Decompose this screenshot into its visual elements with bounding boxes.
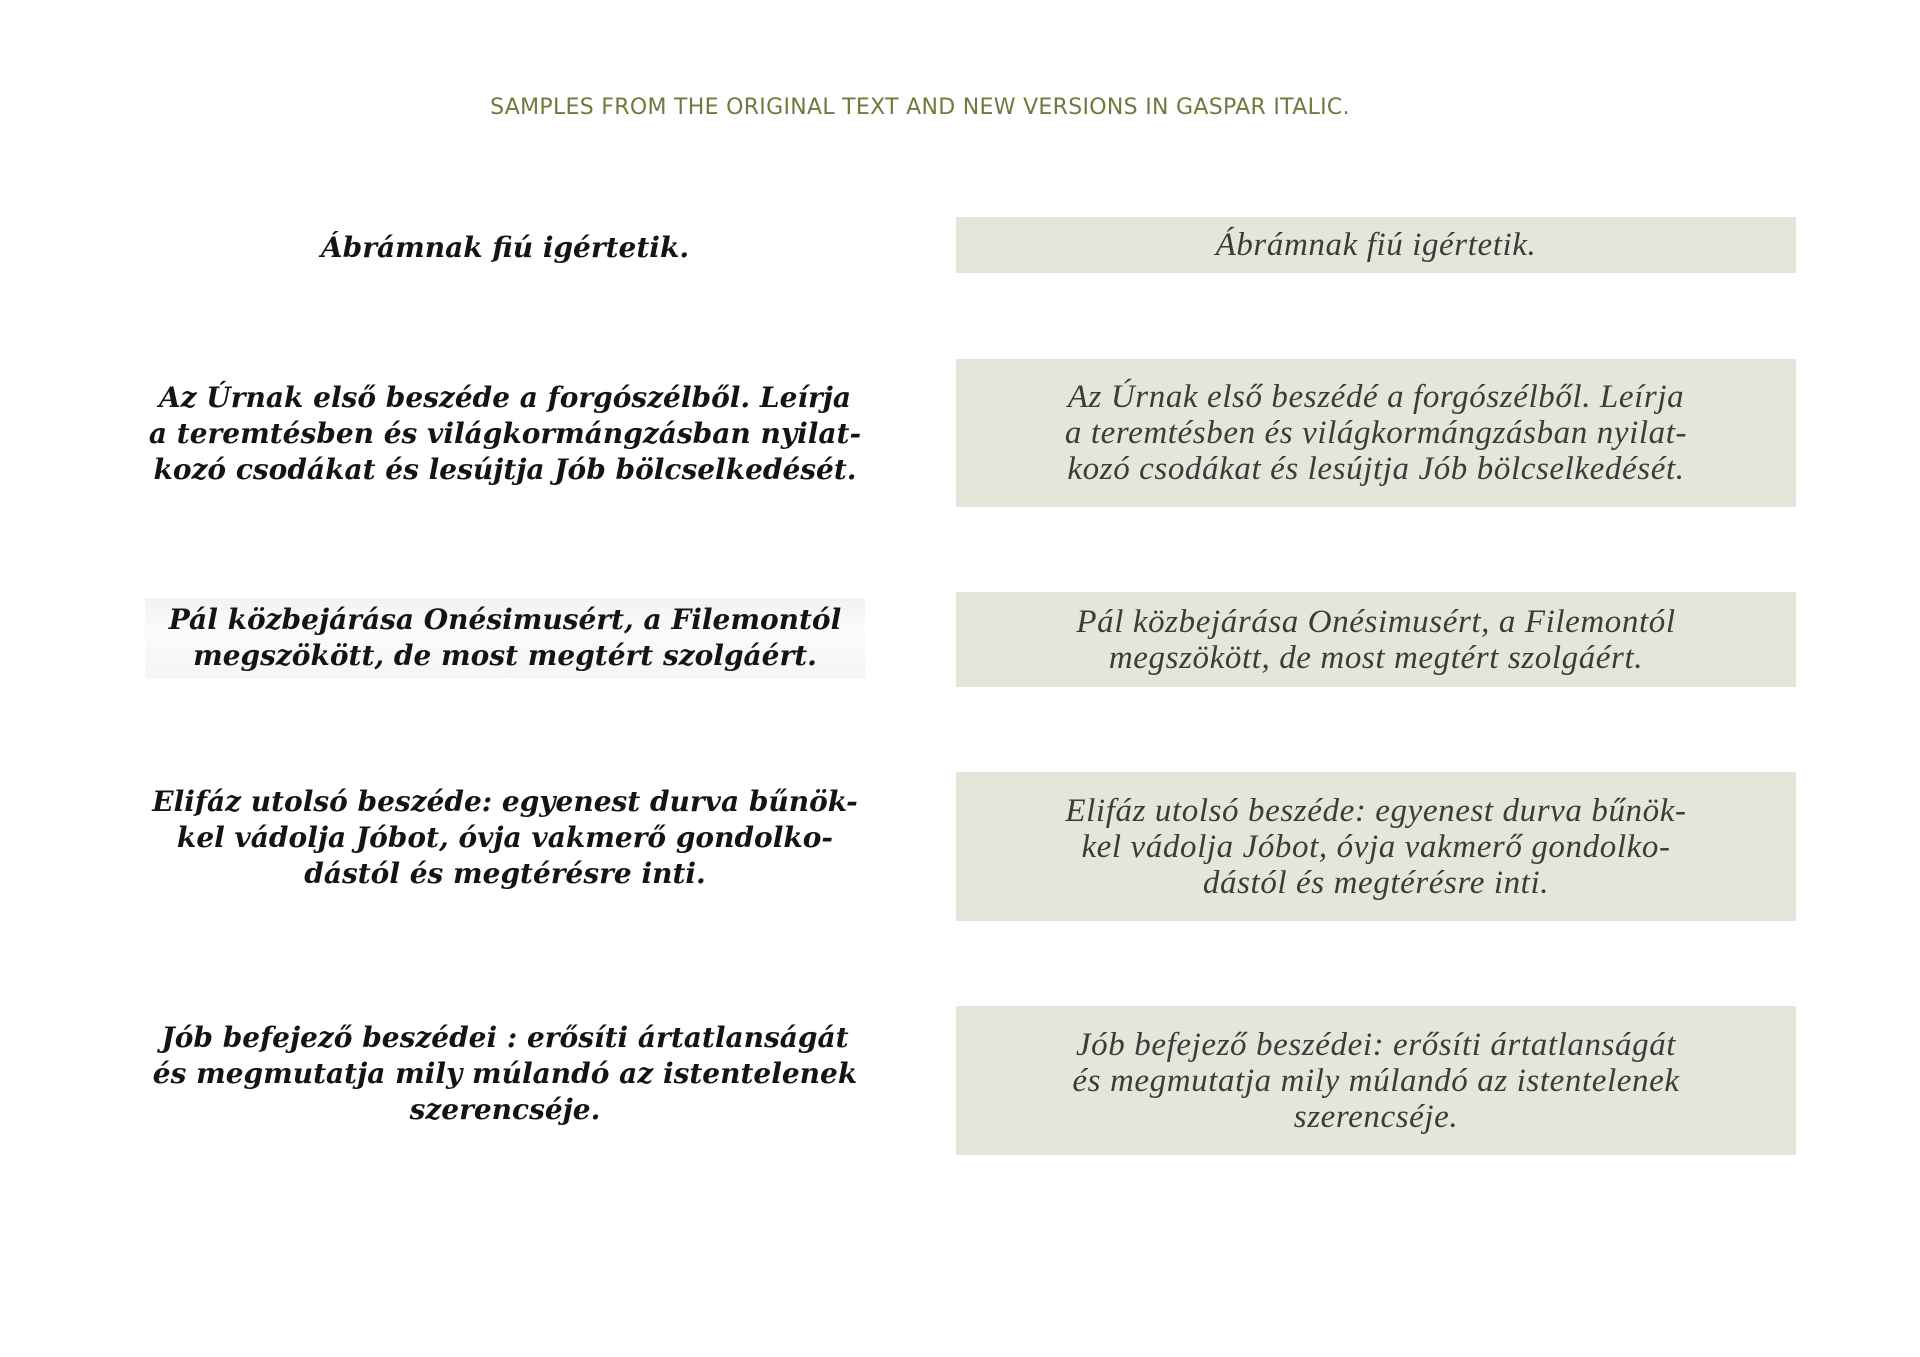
original-line: megszökött, de most megtért szolgáért. (193, 639, 817, 672)
gaspar-sample-2 (956, 359, 1796, 507)
gaspar-sample-3 (956, 592, 1796, 687)
original-line: Elifáz utolsó beszéde: egyenest durva bűnök- (152, 785, 858, 818)
original-line: dástól és megtérésre inti. (304, 857, 706, 890)
gaspar-line: dástól és megtérésre inti. (1202, 864, 1550, 901)
gaspar-line: a teremtésben és világkormángzásban nyilat- (1064, 415, 1688, 451)
original-line: Ábrámnak fiú igértetik. (320, 231, 690, 264)
original-sample-4 (145, 784, 865, 892)
original-sample-2 (145, 380, 865, 488)
gaspar-line: Jób befejező beszédei: erősíti ártatlanságát (1075, 1026, 1677, 1063)
gaspar-line: Pál közbejárása Onésimusért, a Filemontól (1076, 603, 1676, 640)
original-sample-1 (145, 230, 865, 266)
gaspar-line: Ábrámnak fiú igértetik. (1215, 227, 1537, 263)
gaspar-line: Elifáz utolsó beszéde: egyenest durva bűnök- (1065, 792, 1687, 829)
original-line: kel vádolja Jóbot, óvja vakmerő gondolko- (176, 821, 834, 854)
page-title: SAMPLES FROM THE ORIGINAL TEXT AND NEW VERSIONS IN GASPAR ITALIC. (490, 95, 1350, 120)
gaspar-line: Az Úrnak első beszédé a forgószélből. Leírja (1067, 379, 1685, 415)
original-line: a teremtésben és világkormángzásban nyilat- (148, 417, 862, 450)
gaspar-sample-1 (956, 217, 1796, 273)
gaspar-line: szerencséje. (1293, 1098, 1459, 1135)
original-line: kozó csodákat és lesújtja Jób bölcselkedését. (153, 453, 857, 486)
gaspar-line: kel vádolja Jóbot, óvja vakmerő gondolko- (1081, 828, 1671, 865)
gaspar-sample-4 (956, 772, 1796, 921)
original-sample-5 (145, 1020, 865, 1128)
gaspar-sample-5 (956, 1006, 1796, 1155)
gaspar-line: és megmutatja mily múlandó az istentelenek (1072, 1062, 1680, 1099)
original-line: Pál közbejárása Onésimusért, a Filemontól (168, 603, 842, 636)
original-sample-3 (145, 598, 865, 678)
original-line: Jób befejező beszédei : erősíti ártatlanságát (161, 1021, 849, 1054)
original-line: szerencséje. (409, 1093, 601, 1126)
original-line: és megmutatja mily múlandó az istentelenek (152, 1057, 858, 1090)
gaspar-line: kozó csodákat és lesújtja Jób bölcselkedését. (1067, 451, 1685, 487)
original-line: Az Úrnak első beszéde a forgószélből. Leírja (158, 381, 852, 414)
gaspar-line: megszökött, de most megtért szolgáért. (1108, 639, 1644, 676)
